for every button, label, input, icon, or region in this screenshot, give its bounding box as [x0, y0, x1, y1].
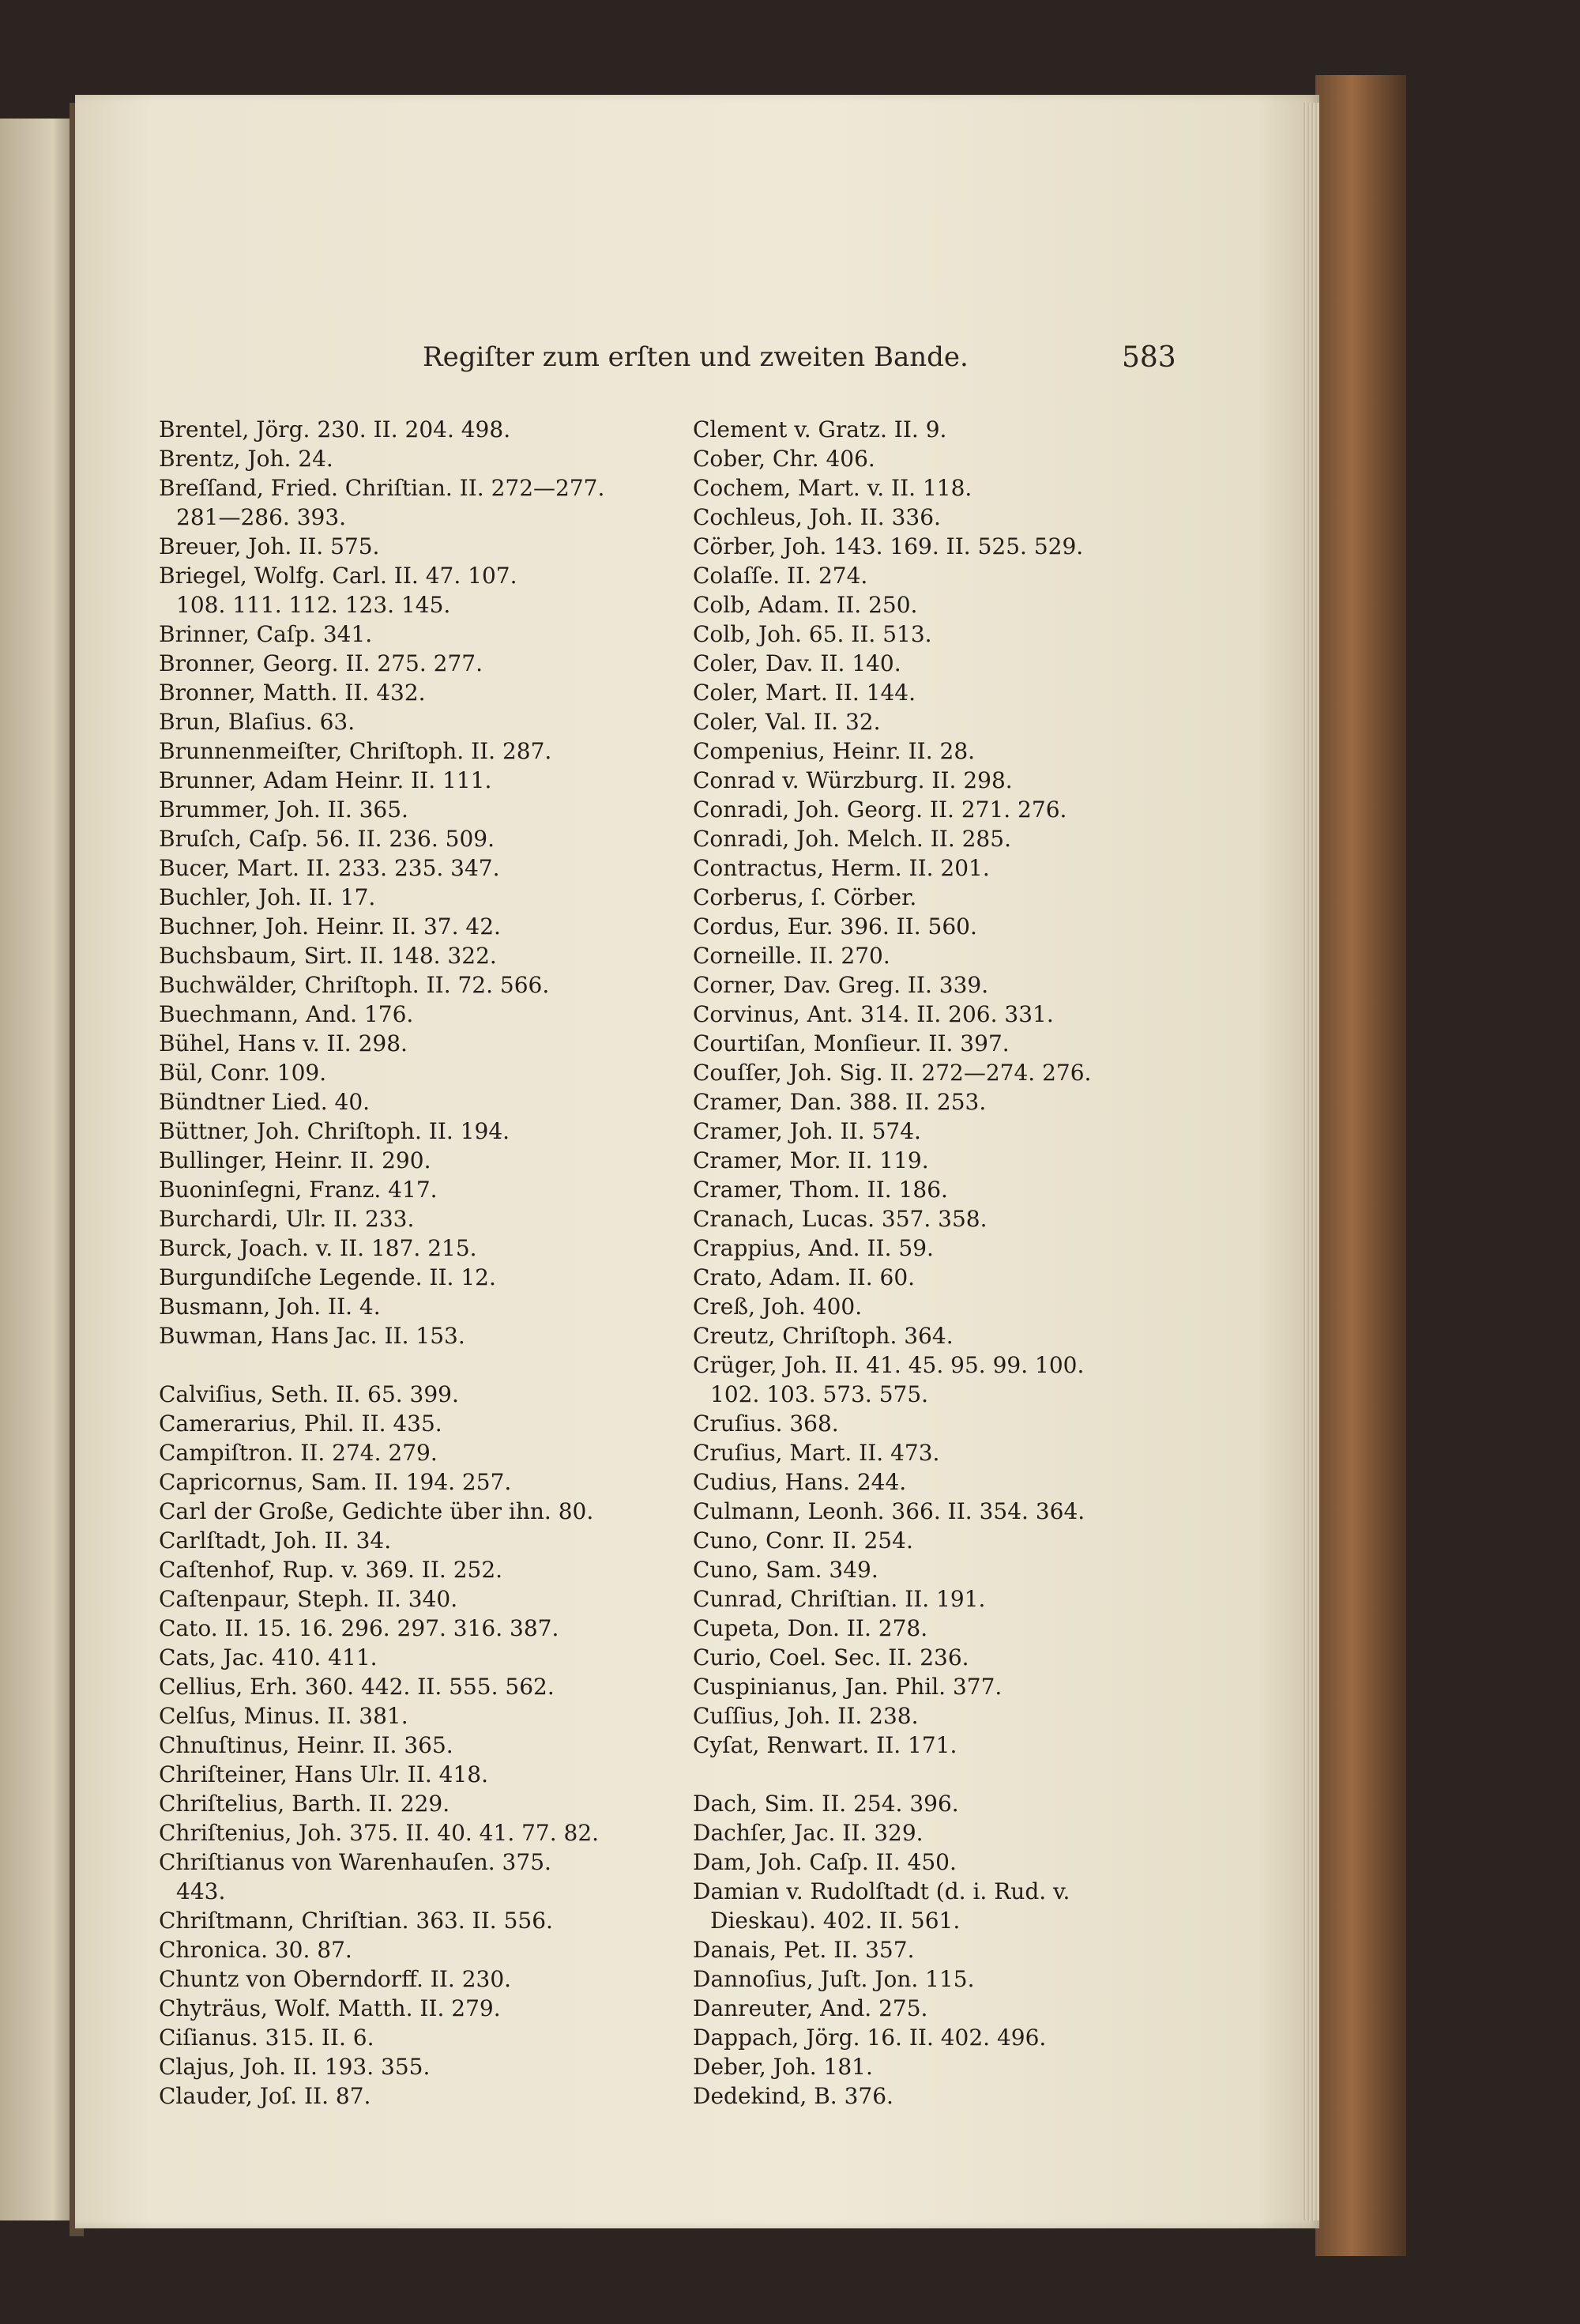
index-entry: Damian v. Rudolſtadt (d. i. Rud. v. [693, 1878, 1070, 1904]
index-entry: Brun, Blaſius. 63. [159, 709, 356, 735]
index-entry: Cuſſius, Joh. II. 238. [693, 1703, 919, 1729]
index-entry: Cato. II. 15. 16. 296. 297. 316. 387. [159, 1615, 559, 1641]
index-entry: Deber, Joh. 181. [693, 2054, 873, 2080]
index-entry: Buwman, Hans Jac. II. 153. [159, 1323, 465, 1349]
index-entry: Clement v. Gratz. II. 9. [693, 416, 947, 443]
index-entry: Calviſius, Seth. II. 65. 399. [159, 1381, 459, 1407]
index-entry: Coler, Mart. II. 144. [693, 680, 916, 706]
index-entry: Couſſer, Joh. Sig. II. 272—274. 276. [693, 1060, 1092, 1086]
index-entry: Chnuſtinus, Heinr. II. 365. [159, 1732, 453, 1758]
index-entry: Buchwälder, Chriſtoph. II. 72. 566. [159, 972, 550, 998]
index-entry: Crato, Adam. II. 60. [693, 1264, 916, 1290]
index-entry: Cellius, Erh. 360. 442. II. 555. 562. [159, 1674, 555, 1700]
index-entry: Bruſch, Caſp. 56. II. 236. 509. [159, 826, 495, 852]
index-entry: Caſtenhof, Rup. v. 369. II. 252. [159, 1557, 503, 1583]
index-entry: Curio, Coel. Sec. II. 236. [693, 1644, 969, 1670]
index-entry: Clajus, Joh. II. 193. 355. [159, 2054, 431, 2080]
index-entry: Dappach, Jörg. 16. II. 402. 496. [693, 2025, 1047, 2051]
index-entry: Cörber, Joh. 143. 169. II. 525. 529. [693, 533, 1084, 559]
index-entry: Crappius, And. II. 59. [693, 1235, 934, 1261]
index-entry: Danais, Pet. II. 357. [693, 1937, 915, 1963]
index-entry: Buchsbaum, Sirt. II. 148. 322. [159, 943, 497, 969]
index-entry: Bündtner Lied. 40. [159, 1089, 371, 1115]
index-entry: Caſtenpaur, Steph. II. 340. [159, 1586, 458, 1612]
index-entry: Celſus, Minus. II. 381. [159, 1703, 408, 1729]
index-entry: Burgundiſche Legende. II. 12. [159, 1264, 496, 1290]
index-entry: Cramer, Thom. II. 186. [693, 1177, 948, 1203]
index-entry: Danreuter, And. 275. [693, 1995, 928, 2021]
index-entry: Cramer, Mor. II. 119. [693, 1147, 929, 1173]
index-entry: Chyträus, Wolf. Matth. II. 279. [159, 1995, 501, 2021]
page-number: 583 [1122, 341, 1176, 374]
page-header [75, 341, 1319, 381]
index-entry: Culmann, Leonh. 366. II. 354. 364. [693, 1498, 1085, 1524]
index-entry: Cuspinianus, Jan. Phil. 377. [693, 1674, 1003, 1700]
index-entry: Burck, Joach. v. II. 187. 215. [159, 1235, 477, 1261]
index-entry: Carlſtadt, Joh. II. 34. [159, 1527, 392, 1554]
index-entry: Bullinger, Heinr. II. 290. [159, 1147, 431, 1173]
index-entry: Contractus, Herm. II. 201. [693, 855, 990, 881]
index-entry: Buchler, Joh. II. 17. [159, 884, 376, 910]
index-entry: Brunnenmeiſter, Chriſtoph. II. 287. [159, 738, 552, 764]
index-entry: Bronner, Matth. II. 432. [159, 680, 426, 706]
index-entry: Brentel, Jörg. 230. II. 204. 498. [159, 416, 511, 443]
index-entry: Cochleus, Joh. II. 336. [693, 504, 941, 530]
index-entry: Campiſtron. II. 274. 279. [159, 1440, 438, 1466]
index-entry: Bucer, Mart. II. 233. 235. 347. [159, 855, 500, 881]
index-entry: Dam, Joh. Caſp. II. 450. [693, 1849, 957, 1875]
index-column-right [693, 415, 1230, 2111]
index-entry: Carl der Große, Gedichte über ihn. 80. [159, 1498, 594, 1524]
section-gap [693, 1760, 1230, 1789]
index-entry: Conradi, Joh. Georg. II. 271. 276. [693, 797, 1067, 823]
index-entry: Courtiſan, Monſieur. II. 397. [693, 1030, 1010, 1057]
index-entry: Cyſat, Renwart. II. 171. [693, 1732, 957, 1758]
index-entry: Cats, Jac. 410. 411. [159, 1644, 378, 1670]
index-entry: Conrad v. Würzburg. II. 298. [693, 767, 1013, 793]
index-entry: Dachſer, Jac. II. 329. [693, 1820, 924, 1846]
index-entry: Chriſtianus von Warenhauſen. 375. [159, 1849, 551, 1875]
index-entry: Cramer, Dan. 388. II. 253. [693, 1089, 987, 1115]
index-entry-continuation: 281—286. 393. [176, 504, 347, 530]
index-entry: Chriſtmann, Chriſtian. 363. II. 556. [159, 1908, 553, 1934]
index-entry: Brinner, Caſp. 341. [159, 621, 373, 647]
index-entry: Chuntz von Oberndorff. II. 230. [159, 1966, 512, 1992]
index-entry: Capricornus, Sam. II. 194. 257. [159, 1469, 512, 1495]
index-entry: Corberus, ſ. Cörber. [693, 884, 917, 910]
index-entry: Breuer, Joh. II. 575. [159, 533, 380, 559]
facing-page-edge [0, 119, 75, 2220]
index-entry: Dach, Sim. II. 254. 396. [693, 1791, 959, 1817]
index-entry: Chriſtenius, Joh. 375. II. 40. 41. 77. 82. [159, 1820, 600, 1846]
index-entry: Bühel, Hans v. II. 298. [159, 1030, 408, 1057]
index-entry: Buechmann, And. 176. [159, 1001, 414, 1027]
index-entry: Brunner, Adam Heinr. II. 111. [159, 767, 492, 793]
index-entry: Coler, Val. II. 32. [693, 709, 881, 735]
index-entry: Corneille. II. 270. [693, 943, 890, 969]
index-entry: Corner, Dav. Greg. II. 339. [693, 972, 989, 998]
index-entry: Busmann, Joh. II. 4. [159, 1294, 381, 1320]
index-entry: Cuno, Conr. II. 254. [693, 1527, 913, 1554]
index-entry: Camerarius, Phil. II. 435. [159, 1411, 442, 1437]
index-entry-continuation: 108. 111. 112. 123. 145. [176, 592, 451, 618]
index-entry: Bronner, Georg. II. 275. 277. [159, 650, 483, 676]
index-entry: Cordus, Eur. 396. II. 560. [693, 913, 977, 940]
index-entry: Creutz, Chriſtoph. 364. [693, 1323, 954, 1349]
index-entry: Cruſius, Mart. II. 473. [693, 1440, 940, 1466]
index-entry-continuation: 443. [176, 1878, 226, 1904]
index-entry: Colb, Adam. II. 250. [693, 592, 918, 618]
index-entry: Dannoſius, Juſt. Jon. 115. [693, 1966, 975, 1992]
index-entry: Burchardi, Ulr. II. 233. [159, 1206, 415, 1232]
index-entry: Cupeta, Don. II. 278. [693, 1615, 928, 1641]
index-entry: Chriſtelius, Barth. II. 229. [159, 1791, 450, 1817]
index-entry: Cunrad, Chriſtian. II. 191. [693, 1586, 986, 1612]
index-entry: Coler, Dav. II. 140. [693, 650, 901, 676]
index-entry: Cramer, Joh. II. 574. [693, 1118, 921, 1144]
index-entry: Cuno, Sam. 349. [693, 1557, 878, 1583]
index-entry: Compenius, Heinr. II. 28. [693, 738, 976, 764]
index-entry: Clauder, Joſ. II. 87. [159, 2083, 371, 2109]
index-entry: Breſſand, Fried. Chriſtian. II. 272—277. [159, 475, 605, 501]
index-entry-continuation: 102. 103. 573. 575. [710, 1381, 929, 1407]
index-entry: Cochem, Mart. v. II. 118. [693, 475, 972, 501]
index-entry: Brentz, Joh. 24. [159, 446, 333, 472]
index-entry: Corvinus, Ant. 314. II. 206. 331. [693, 1001, 1054, 1027]
index-entry: Colaſſe. II. 274. [693, 563, 868, 589]
index-entry: Conradi, Joh. Melch. II. 285. [693, 826, 1011, 852]
index-entry: Buoninſegni, Franz. 417. [159, 1177, 438, 1203]
index-entry: Cudius, Hans. 244. [693, 1469, 907, 1495]
running-title: Regiſter zum erſten und zweiten Bande. [423, 341, 969, 373]
index-entry: Ciſianus. 315. II. 6. [159, 2025, 374, 2051]
index-entry: Creß, Joh. 400. [693, 1294, 863, 1320]
section-gap [159, 1350, 696, 1380]
index-entry: Cranach, Lucas. 357. 358. [693, 1206, 988, 1232]
index-entry: Chriſteiner, Hans Ulr. II. 418. [159, 1761, 488, 1787]
index-entry: Chronica. 30. 87. [159, 1937, 352, 1963]
index-page [75, 95, 1319, 2228]
index-entry: Dedekind, B. 376. [693, 2083, 893, 2109]
page-stack-edge [1302, 103, 1319, 2220]
index-entry: Bül, Conr. 109. [159, 1060, 327, 1086]
index-entry: Crüger, Joh. II. 41. 45. 95. 99. 100. [693, 1352, 1085, 1378]
index-entry: Cruſius. 368. [693, 1411, 839, 1437]
index-entry: Buchner, Joh. Heinr. II. 37. 42. [159, 913, 501, 940]
index-column-left [159, 415, 696, 2111]
index-entry: Briegel, Wolfg. Carl. II. 47. 107. [159, 563, 517, 589]
index-entry: Colb, Joh. 65. II. 513. [693, 621, 932, 647]
index-entry-continuation: Dieskau). 402. II. 561. [710, 1908, 961, 1934]
index-entry: Cober, Chr. 406. [693, 446, 875, 472]
index-entry: Brummer, Joh. II. 365. [159, 797, 408, 823]
index-entry: Büttner, Joh. Chriſtoph. II. 194. [159, 1118, 510, 1144]
book-cover [1315, 75, 1406, 2256]
